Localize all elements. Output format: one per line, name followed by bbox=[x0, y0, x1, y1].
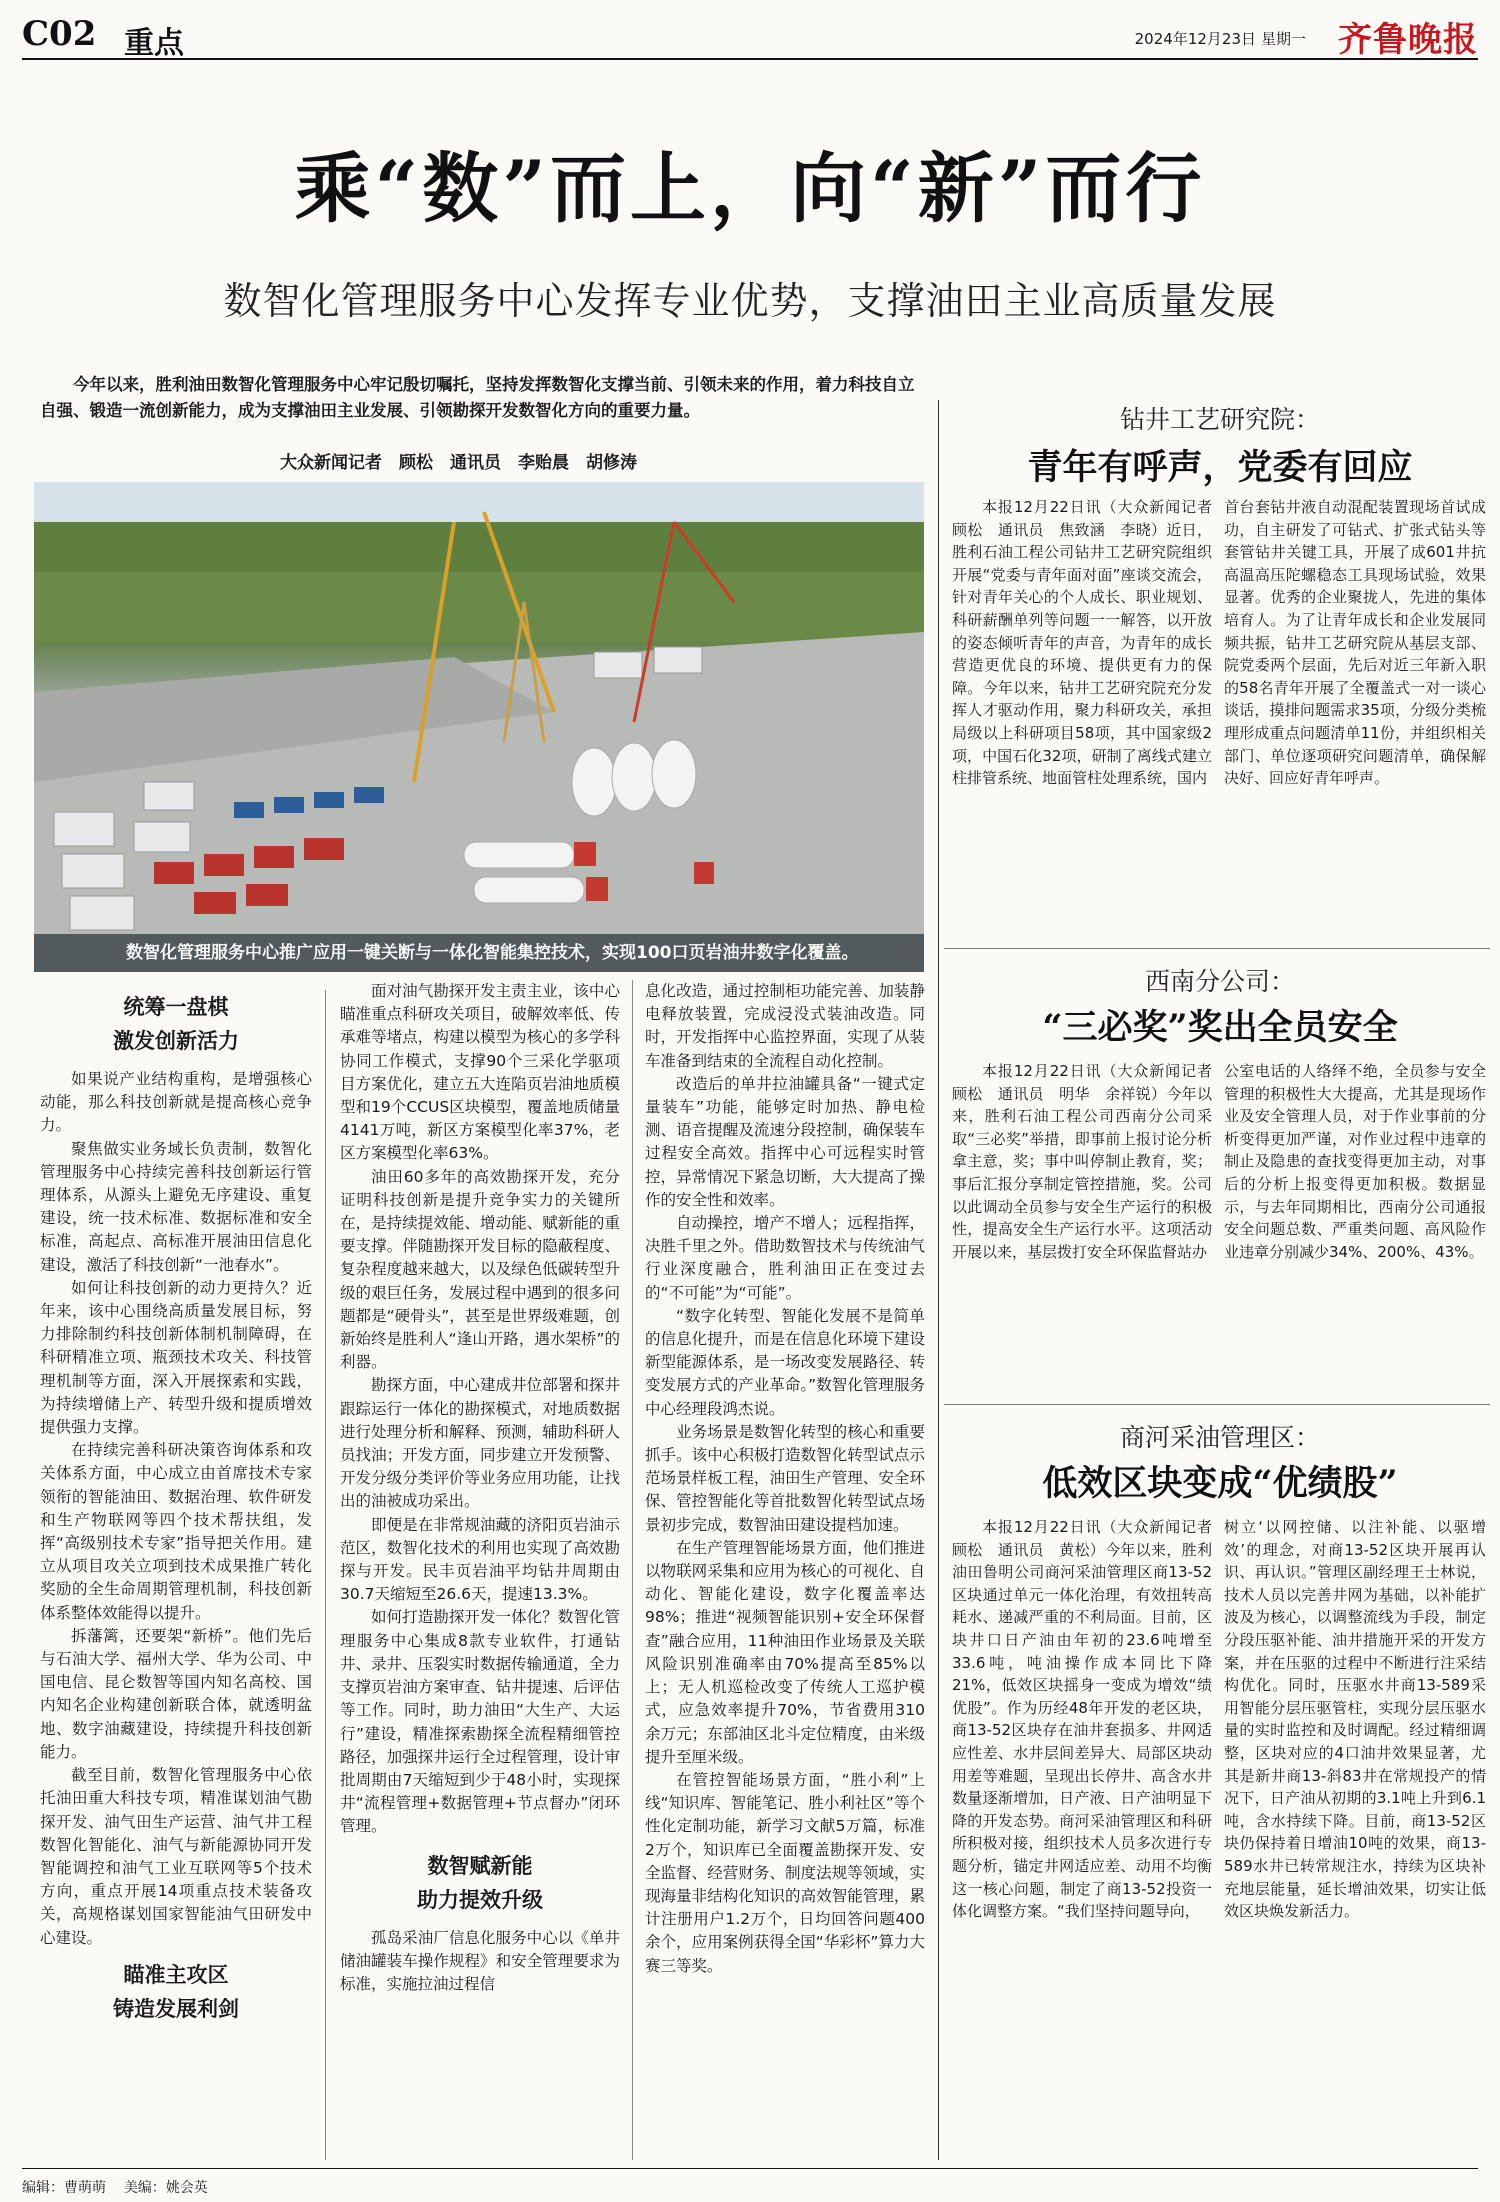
paragraph: 首台套钻井液自动混配装置现场首试成功，自主研发了可钻式、扩张式钻头等套管钻井关键工具，开展了成601井抗高温高压陀螺稳态工具现场试验，效果显著。优秀的企业聚拢人，先进的集体培育人。为了让青年成长和企业发展同频共振，钻井工艺研究院从基层支部、院党委两个层面，先后对近三年新入职的58名青年开展了全覆盖式一对一谈心谈话，摸排问题需求35项，分级分类梳理形成重点问题清单11份，并组织相关部门、单位逐项研究问题清单，确保解决好、回应好青年呼声。 bbox=[1224, 498, 1486, 788]
paragraph: 油田60多年的高效勘探开发，充分证明科技创新是提升竞争实力的关键所在，是持续提效能、增动能、赋新能的重要支撑。伴随勘探开发目标的隐蔽程度、复杂程度越来越大，以及绿色低碳转型升级的艰巨任务，发展过程中遇到的很多问题都是“硬骨头”，甚至是世界级难题，创新始终是胜利人“逢山开路，遇水架桥”的利器。 bbox=[340, 1167, 620, 1372]
article-column-3 bbox=[645, 980, 925, 1978]
side-story-title: “三必奖”奖出全员安全 bbox=[1042, 1007, 1398, 1048]
designer-label: 美编： bbox=[123, 2180, 166, 2196]
lead-paragraph: 今年以来，胜利油田数智化管理服务中心牢记殷切嘱托，坚持发挥数智化支撑当前、引领未来的作用，着力科技自立自强、锻造一流创新能力，成为支撑油田主业发展、引领勘探开发数智化方向的重要力量。 bbox=[40, 375, 915, 420]
subheadline: 数智化管理服务中心发挥专业优势，支撑油田主业高质量发展 bbox=[223, 279, 1277, 323]
headline: 乘“数”而上，向“新”而行 bbox=[294, 144, 1206, 233]
paragraph: 业务场景是数智化转型的核心和重要抓手。该中心积极打造数智化转型试点示范场景样板工程，油田生产管理、安全环保、管控智能化等首批数智化转型试点场景初步完成，数智油田建设提档加速。 bbox=[645, 1422, 925, 1534]
newspaper-masthead: 齐鲁晚报 bbox=[1338, 20, 1478, 60]
paragraph: 树立‘以网控储、以注补能、以驱增效’的理念，对商13-52区块开展再认识、再认识。”管理区副经理王士林说，技术人员以完善井网为基础，以补能扩波及为核心，以调整流线为手段，制定分段压驱补能、油井措施开采的开发方案，并在压驱的过程中不断进行注采结构优化。同时，压驱水井商13-589采用智能分层压驱管柱，实现分层压驱水量的实时监控和及时调配。经过精细调整，区块对应的4口油井效果显著，尤其是新井商13-斜83井在常规投产的情况下，日产油从初期的3.1吨上升到6.1吨，含水持续下降。目前，商13-52区块仍保持着日增油10吨的效果，商13-589水井已转常规注水，持续为区块补充地层能量，延长增油效果，切实让低效区块焕发新活力。 bbox=[1224, 1518, 1486, 1921]
page-number: C02 bbox=[22, 14, 97, 54]
oilfield-photo bbox=[34, 482, 924, 972]
subtitle: 瞄准主攻区 bbox=[123, 1961, 229, 1987]
paragraph: 公室电话的人络绎不绝，全员参与安全管理的积极性大大提高，尤其是现场作业及安全管理人员，对于作业事前的分析变得更加严谨，对作业过程中违章的制止及隐患的查找变得更加主动，对事后的分析上报变得更加积极。数据显示，与去年同期相比，西南分公司通报安全问题总数、严重类问题、高风险作业违章分别减少34%、200%、43%。 bbox=[1224, 1062, 1486, 1261]
paragraph: 自动操控，增产不增人；远程指挥，决胜千里之外。借助数智技术与传统油气行业深度融合，胜利油田正在变过去的“不可能”为“可能”。 bbox=[645, 1214, 925, 1302]
issue-weekday: 星期一 bbox=[1260, 30, 1306, 48]
side-story-title: 青年有呼声，党委有回应 bbox=[1027, 447, 1413, 488]
paragraph: 在生产管理智能场景方面，他们推进以物联网采集和应用为核心的可视化、自动化、智能化建设，数字化覆盖率达98%；推进“视频智能识别+安全环保督查”融合应用，11种油田作业场景及关联风险识别准确率由70%提高至85%以上；无人机巡检改变了传统人工巡护模式，应急效率提升70%，节省费用310余万元；东部油区北斗定位精度，由米级提升至厘米级。 bbox=[645, 1538, 925, 1766]
page-header bbox=[22, 10, 1478, 60]
section-divider bbox=[938, 400, 939, 2160]
paragraph: 勘探方面，中心建成井位部署和探井跟踪运行一体化的勘探模式，对地质数据进行处理分析和解释、预测，辅助科研人员找油；开发方面，同步建立开发预警、开发分级分类评价等业务应用功能，让找出的油被成功采出。 bbox=[340, 1376, 620, 1511]
subtitle: 激发创新活力 bbox=[113, 1028, 239, 1053]
paragraph: 如何让科技创新的动力更持久？近年来，该中心围绕高质量发展目标，努力排除制约科技创新体制机制障碍，在科研精准立项、瓶颈技术攻关、科技管理机制等方面，深入开展探索和实践，为持续增储上产、转型升级和提质增效提供强力支撑。 bbox=[40, 1278, 312, 1437]
paragraph: 在持续完善科研决策咨询体系和攻关体系方面，中心成立由首席技术专家领衔的智能油田、数据治理、软件研发和生产物联网等四个技术帮扶组，发挥“高级别技术专家”指导把关作用。建立从项目攻关立项到技术成果推广转化奖励的全生命周期管理机制，科技创新体系整体效能得以提升。 bbox=[40, 1441, 312, 1622]
column-divider bbox=[632, 980, 633, 2160]
side-story-3-col-b bbox=[1224, 1516, 1486, 1923]
story-divider bbox=[944, 1404, 1490, 1405]
issue-date: 2024年12月23日 bbox=[1134, 30, 1256, 48]
section-name: 重点 bbox=[124, 26, 184, 61]
paragraph: 息化改造，通过控制柜功能完善、加装静电释放装置，完成浸没式装油改造。同时，开发指挥中心监控界面，实现了从装车准备到结束的全流程自动化控制。 bbox=[645, 982, 925, 1070]
paragraph: 本报12月22日讯（大众新闻记者 顾松 通讯员 明华 余祥锐）今年以来，胜利石油工程公司西南分公司采取“三必奖”举措，即事前上报讨论分析拿主意，奖；事中叫停制止教育，奖；事后汇报分享制定管控措施，奖。公司以此调动全员参与安全生产运行的积极性，提高安全生产运行水平。这项活动开展以来，基层拨打安全环保监督站办 bbox=[952, 1062, 1228, 1261]
article-column-2 bbox=[340, 980, 620, 1996]
paragraph: 如果说产业结构重构，是增强核心动能，那么科技创新就是提高核心竞争力。 bbox=[40, 1070, 312, 1135]
paragraph: “数字化转型、智能化发展不是简单的信息化提升，而是在信息化环境下建设新型能源体系，是一场改变发展路径、转变发展方式的产业革命。”数智化管理服务中心经理段鸿杰说。 bbox=[645, 1306, 925, 1418]
side-story-3-col-a bbox=[952, 1516, 1228, 1923]
editor-name: 曹萌萌 bbox=[64, 2180, 106, 2196]
side-story-kicker: 钻井工艺研究院： bbox=[1119, 405, 1320, 434]
side-story-kicker: 商河采油管理区： bbox=[1119, 1423, 1320, 1452]
paragraph: 孤岛采油厂信息化服务中心以《单井储油罐装车操作规程》和安全管理要求为标准，实施拉油过程信 bbox=[340, 1928, 620, 1993]
side-story-1-col-a bbox=[952, 496, 1228, 790]
paragraph: 面对油气勘探开发主责主业，该中心瞄准重点科研攻关项目，破解效率低、传承难等堵点，构建以模型为核心的多学科协同工作模式，支撑90个三采化学驱项目方案优化，建立五大连陷页岩油地质模型和19个CCUS区块模型，覆盖地质储量4141万吨，新区方案模型化率37%，老区方案模型化率63%。 bbox=[340, 982, 620, 1163]
side-story-1-col-b bbox=[1224, 496, 1486, 790]
paragraph: 本报12月22日讯（大众新闻记者 顾松 通讯员 黄松）今年以来，胜利油田鲁明公司商河采油管理区商13-52区块通过单元一体化治理，有效扭转高耗水、递减严重的不利局面。目前，区块井口日产油由年初的23.6吨增至33.6吨，吨油操作成本同比下降21%，低效区块摇身一变成为增效“绩优股”。作为历经48年开发的老区块，商13-52区块存在油井套损多、井网适应性差、水井层间差异大、局部区块动用差等难题，呈现出长停井、高含水井数量逐渐增加，日产液、日产油明显下降的开发态势。商河采油管理区和科研所积极对接，组织技术人员多次进行专题分析，锚定井网适应差、动用不均衡这一核心问题，制定了商13-52投资一体化调整方案。“我们坚持问题导向， bbox=[952, 1518, 1228, 1921]
paragraph: 改造后的单井拉油罐具备“一键式定量装车”功能，能够定时加热、静电检测、语音提醒及流速分段控制，确保装车过程安全高效。指挥中心可远程实时管控，异常情况下紧急切断，大大提高了操作的安全性和效率。 bbox=[645, 1074, 925, 1209]
subtitle: 统筹一盘棋 bbox=[123, 994, 229, 1019]
story-divider bbox=[944, 948, 1490, 949]
paragraph: 在管控智能场景方面，“胜小利”上线“知识库、智能笔记、胜小利社区”等个性化定制功能，新学习文献5万篇，标准2万个，知识库已全面覆盖勘探开发、安全监督、经营财务、制度法规等领域，实现海量非结构化知识的高效智能管理，累计注册用户1.2万个，日均回答问题400余个，应用案例获得全国“华彩杯”算力大赛三等奖。 bbox=[645, 1770, 925, 1975]
side-story-2-col-b bbox=[1224, 1060, 1486, 1263]
column-divider bbox=[325, 990, 326, 2160]
paragraph: 如何打造勘探开发一体化？数智化管理服务中心集成8款专业软件，打通钻井、录井、压裂实时数据传输通道，全力支撑页岩油方案审查、钻井提速、后评估等工作。同时，助力油田“大生产、大运行”建设，精准探索勘探全流程精细管控路径，加强探井运行全过程管理，设计审批周期由7天缩短到少于48小时，实现探井“流程管理+数据管理+节点督办”闭环管理。 bbox=[340, 1608, 620, 1836]
subtitle: 数智赋新能 bbox=[427, 1852, 533, 1878]
paragraph: 即便是在非常规油藏的济阳页岩油示范区，数智化技术的利用也实现了高效勘探与开发。民丰页岩油平均钻井周期由30.7天缩短至26.6天，提速13.3%。 bbox=[340, 1515, 620, 1604]
subtitle: 铸造发展利剑 bbox=[113, 1995, 239, 2021]
editor-label: 编辑： bbox=[22, 2180, 64, 2196]
subtitle: 助力提效升级 bbox=[417, 1886, 543, 1912]
side-story-title: 低效区块变成“优绩股” bbox=[1042, 1463, 1398, 1504]
side-story-kicker: 西南分公司： bbox=[1144, 967, 1295, 996]
byline: 大众新闻记者 顾松 通讯员 李贻晨 胡修涛 bbox=[280, 453, 637, 473]
designer-name: 姚会英 bbox=[165, 2180, 208, 2196]
paragraph: 拆藩篱，还要架“新桥”。他们先后与石油大学、福州大学、华为公司、中国电信、昆仑数智等国内知名高校、国内知名企业构建创新联合体，就透明盆地、数字油藏建设，持续提升科技创新能力。 bbox=[40, 1626, 312, 1761]
paragraph: 本报12月22日讯（大众新闻记者 顾松 通讯员 焦致涵 李晓）近日，胜利石油工程公司钻井工艺研究院组织开展“党委与青年面对面”座谈交流会，针对青年关心的个人成长、职业规划、科研薪酬单列等问题一一解答，以开放的姿态倾听青年的声音，为青年的成长营造更优良的环境、提供更有力的保障。今年以来，钻井工艺研究院充分发挥人才驱动作用，聚力科研攻关，承担局级以上科研项目58项，其中国家级2项，中国石化32项，研制了离线式建立柱排管系统、地面管柱处理系统，国内 bbox=[952, 498, 1228, 788]
side-story-2-col-a bbox=[952, 1060, 1228, 1263]
photo-caption: 数智化管理服务中心推广应用一键关断与一体化智能集控技术，实现100口页岩油井数字化覆盖。 bbox=[34, 934, 924, 972]
article-column-1 bbox=[40, 990, 312, 2026]
paragraph: 聚焦做实业务域长负责制，数智化管理服务中心持续完善科技创新运行管理体系，从源头上避免无序建设、重复建设，统一技术标准、数据标准和安全标准，高起点、高标准开展油田信息化建设，激活了科技创新“一池春水”。 bbox=[40, 1139, 312, 1274]
page-footer bbox=[22, 2168, 1478, 2197]
paragraph: 截至目前，数智化管理服务中心依托油田重大科技专项，精准谋划油气勘探开发、油气田生产运营、油气井工程数智化智能化、油气与新能源协同开发智能调控和油气工业互联网等5个技术方向，重点开展14项重点技术装备攻关，高规格谋划国家智能油气田研发中心建设。 bbox=[40, 1766, 312, 1947]
